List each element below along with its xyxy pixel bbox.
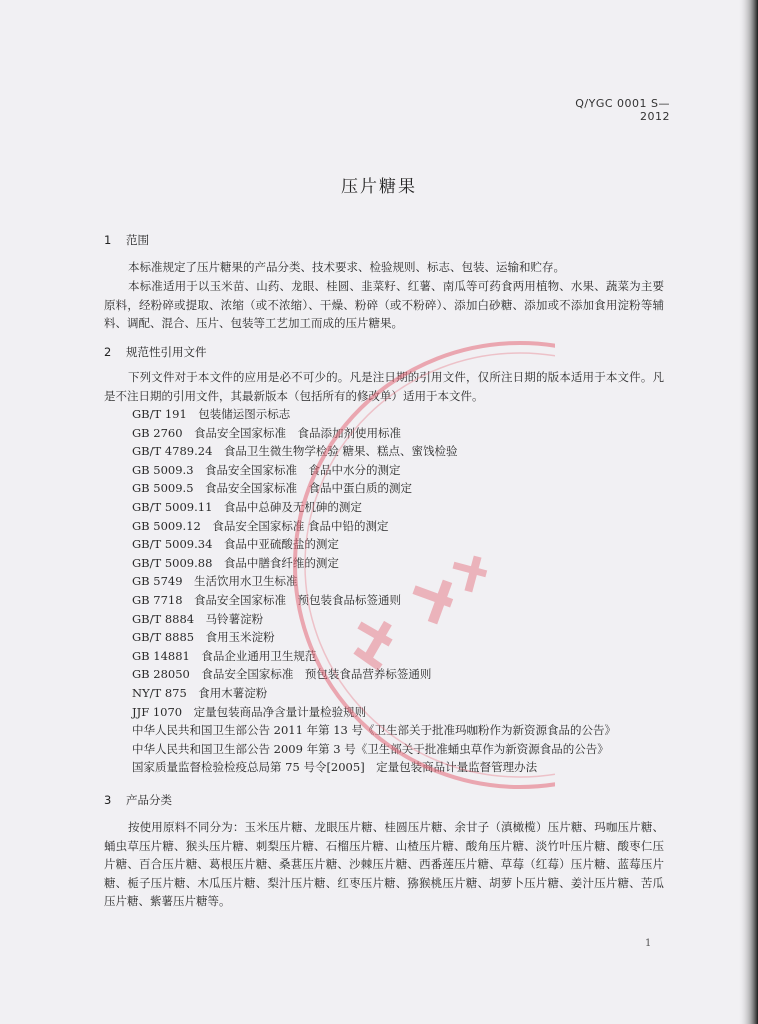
reference-item: GB/T 5009.11 食品中总砷及无机砷的测定 (132, 499, 362, 514)
binding-edge-shadow (738, 0, 758, 1024)
section-3-heading (104, 792, 172, 808)
reference-item: 国家质量监督检验检疫总局第 75 号令[2005] 定量包装商品计量监督管理办法 (132, 760, 538, 775)
reference-item: GB/T 8885 食用玉米淀粉 (132, 630, 275, 645)
reference-item: GB/T 191 包装储运图示标志 (132, 407, 291, 421)
reference-item: GB 5749 生活饮用水卫生标准 (132, 574, 298, 589)
section-3-title: 产品分类 (126, 793, 172, 807)
section-1-heading (104, 232, 149, 248)
section-1-title: 范围 (126, 233, 149, 247)
reference-item: GB/T 5009.88 食品中膳食纤维的测定 (132, 555, 339, 570)
reference-item: NY/T 875 食用木薯淀粉 (132, 685, 268, 700)
reference-item: GB 28050 食品安全国家标准 预包装食品营养标签通则 (132, 667, 432, 682)
reference-item: GB/T 5009.34 食品中亚硫酸盐的测定 (132, 537, 339, 552)
reference-list (132, 405, 672, 777)
section-3-paragraph: 按使用原料不同分为：玉米压片糖、龙眼压片糖、桂圆压片糖、余甘子（滇橄榄）压片糖、玛咖压片糖、蛹虫草压片糖、猴头压片糖、刺梨压片糖、石榴压片糖、山楂压片糖、酸角压片糖、淡竹叶压片糖、酸枣仁压片糖、百合压片糖、葛根压片糖、桑葚压片糖、沙棘压片糖、西番莲压片糖、草莓（红莓）压片糖、蓝莓压片糖、栀子压片糖、木瓜压片糖、梨汁压片糖、红枣压片糖、猕猴桃压片糖、胡萝卜压片糖、姜汁压片糖、苦瓜压片糖、紫薯压片糖等。 (104, 820, 664, 909)
reference-item: GB 7718 食品安全国家标准 预包装食品标签通则 (132, 592, 402, 607)
section-2-heading (104, 344, 207, 360)
reference-item: GB 5009.5 食品安全国家标准 食品中蛋白质的测定 (132, 481, 413, 496)
reference-item: GB 5009.12 食品安全国家标准 食品中铅的测定 (132, 518, 389, 533)
reference-item: GB/T 8884 马铃薯淀粉 (132, 611, 264, 626)
page-number: 1 (645, 938, 652, 949)
section-3-number: 3 (104, 793, 112, 807)
reference-item: 中华人民共和国卫生部公告 2011 年第 13 号《卫生部关于批准玛咖粉作为新资源食品的公告》 (132, 723, 617, 738)
reference-item: 中华人民共和国卫生部公告 2009 年第 3 号《卫生部关于批准蛹虫草作为新资源食品的公告》 (132, 741, 609, 756)
reference-item: GB 2760 食品安全国家标准 食品添加剂使用标准 (132, 425, 402, 440)
reference-item: GB/T 4789.24 食品卫生微生物学检验 糖果、糕点、蜜饯检验 (132, 444, 458, 459)
reference-item: GB 14881 食品企业通用卫生规范 (132, 648, 317, 663)
reference-item: GB 5009.3 食品安全国家标准 食品中水分的测定 (132, 462, 401, 477)
section-1-paragraph-2: 本标准适用于以玉米苗、山药、龙眼、桂圆、韭菜籽、红薯、南瓜等可药食两用植物、水果、蔬菜为主要原料，经粉碎或提取、浓缩（或不浓缩）、干燥、粉碎（或不粉碎）、添加白砂糖、添加或不添加食用淀粉等辅料、调配、混合、压片、包装等工艺加工而成的压片糖果。 (104, 279, 664, 331)
section-1-paragraph-1: 本标准规定了压片糖果的产品分类、技术要求、检验规则、标志、包装、运输和贮存。 (128, 260, 565, 274)
document-code: Q/YGC 0001 S—2012 (575, 97, 670, 123)
section-2-number: 2 (104, 345, 112, 359)
reference-item: JJF 1070 定量包装商品净含量计量检验规则 (132, 704, 367, 719)
section-1-number: 1 (104, 233, 112, 247)
page-title: 压片糖果 (341, 177, 417, 197)
section-2-paragraph: 下列文件对于本文件的应用是必不可少的。凡是注日期的引用文件，仅所注日期的版本适用于本文件。凡是不注日期的引用文件，其最新版本（包括所有的修改单）适用于本文件。 (104, 370, 664, 403)
section-2-title: 规范性引用文件 (126, 345, 207, 359)
